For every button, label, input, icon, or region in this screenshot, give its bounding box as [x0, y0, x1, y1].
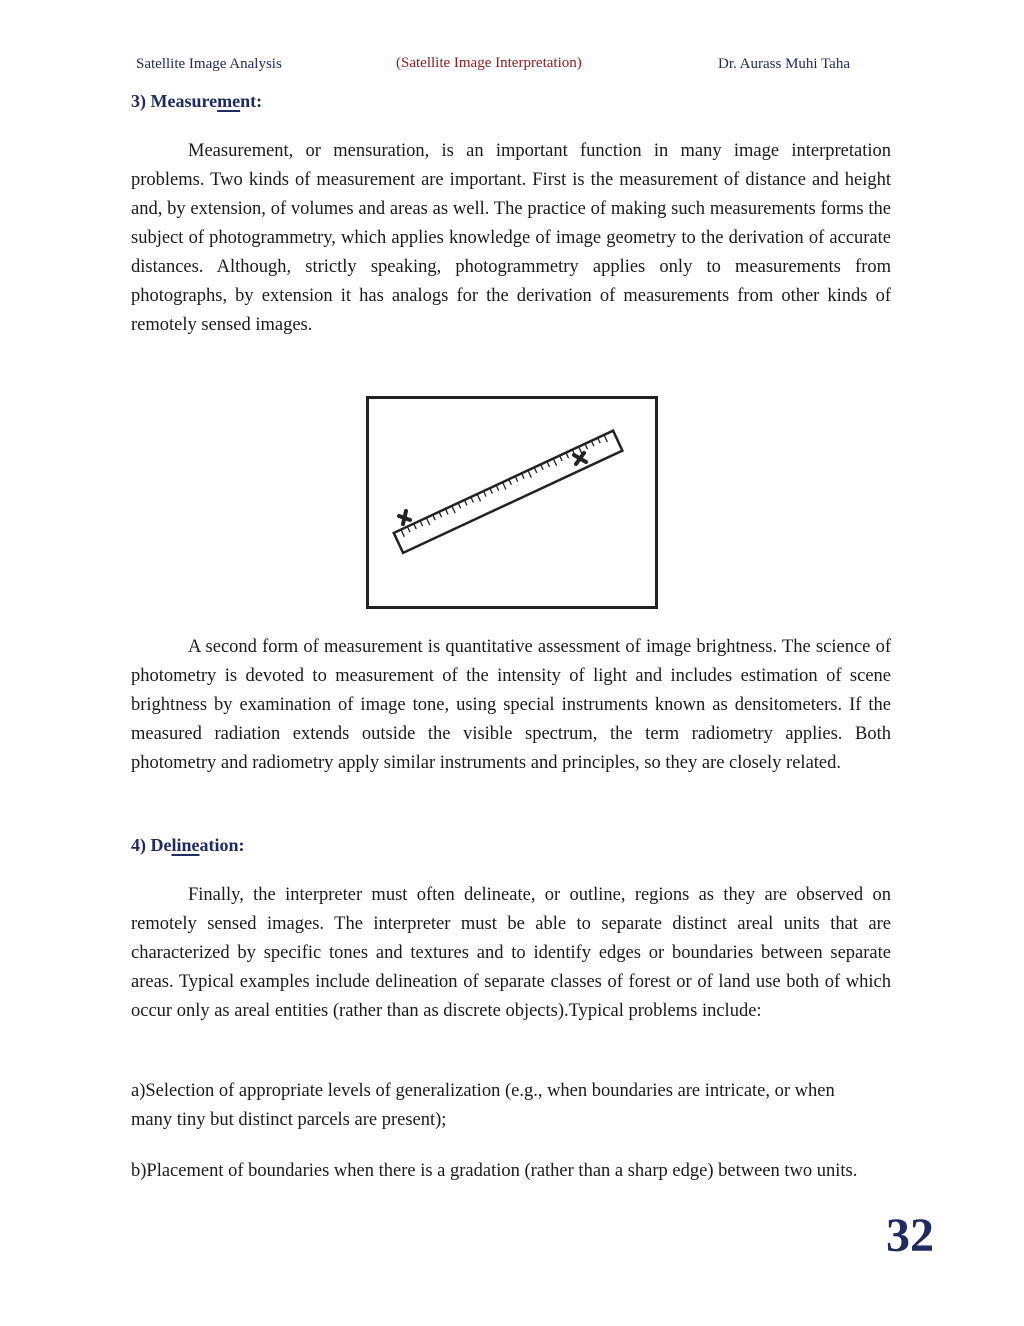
section-title-part: ation: — [199, 835, 245, 855]
paragraph-text: Measurement, or mensuration, is an important function in many image interpretation problems. Two kinds of measurement are important. First is the measurement of distance and height and, by extension, of volumes and areas as well. The practice of making such measurements forms the subject of photogrammetry, which applies knowledge of image geometry to the derivation of accurate distances. Although, strictly speaking, photogrammetry applies only to measurements from photographs, by extension it has analogs for the derivation of measurements from other kinds of remotely sensed images. — [131, 141, 891, 335]
page-number: 32 — [886, 1209, 934, 1262]
paragraph-measurement-1 — [131, 137, 891, 340]
section-heading-delineation — [131, 835, 245, 856]
header-right: Dr. Aurass Muhi Taha — [718, 56, 850, 72]
section-title-part: nt: — [240, 91, 263, 111]
section-number: 4) — [131, 835, 151, 855]
section-title-underlined: me — [217, 91, 241, 111]
section-title-underlined: line — [171, 835, 200, 855]
ruler-icon — [366, 396, 658, 609]
ruler-figure — [366, 396, 658, 609]
paragraph-delineation-1 — [131, 881, 891, 1026]
list-item-b: b)Placement of boundaries when there is a gradation (rather than a sharp edge) between two units. — [131, 1161, 858, 1181]
paragraph-measurement-2 — [131, 633, 891, 778]
section-number: 3) — [131, 91, 151, 111]
paragraph-text: A second form of measurement is quantitative assessment of image brightness. The science of photometry is devoted to measurement of the intensity of light and includes estimation of scene brightness by examination of image tone, using special instruments known as densitometers. If the measured radiation extends outside the visible spectrum, the term radiometry applies. Both photometry and radiometry apply similar instruments and principles, so they are closely related. — [131, 637, 891, 773]
header-left: Satellite Image Analysis — [136, 56, 282, 72]
paragraph-text: Finally, the interpreter must often delineate, or outline, regions as they are observed on remotely sensed images. The interpreter must be able to separate distinct areal units that are characterized by specific tones and textures and to identify edges or boundaries between separate areas. Typical examples include delineation of separate classes of forest or of land use both of which occur only as areal entities (rather than as discrete objects).Typical problems include: — [131, 885, 891, 1021]
section-title-part: Measure — [150, 91, 218, 111]
list-item-a: a)Selection of appropriate levels of generalization (e.g., when boundaries are intricate, or when many tiny but distinct parcels are present); — [131, 1081, 835, 1130]
header-center: (Satellite Image Interpretation) — [396, 55, 582, 71]
section-heading-measurement — [131, 91, 262, 112]
section-title-part: De — [150, 835, 172, 855]
